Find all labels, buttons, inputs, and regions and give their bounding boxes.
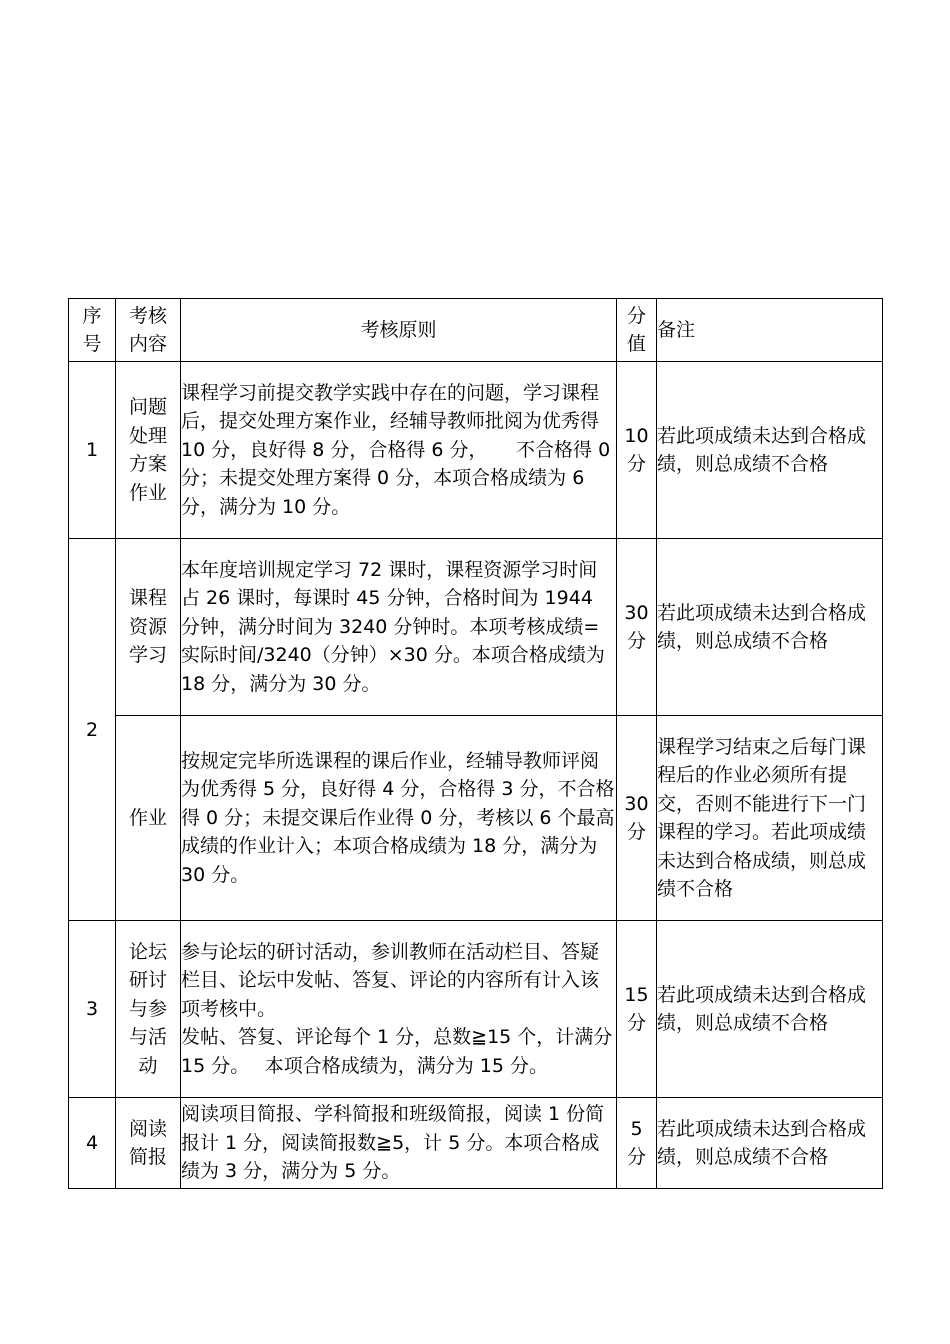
rule-paragraph: 发帖、答复、评论每个 1 分，总数≧15 个，计满分 15 分。 本项合格成绩为，满分为 15 分。 <box>181 1026 613 1077</box>
rule-paragraph: 参与论坛的研讨活动，参训教师在活动栏目、答疑栏目、论坛中发帖、答复、评论的内容所有计入该项考核中。 <box>181 940 600 1020</box>
header-rule: 考核原则 <box>181 299 617 362</box>
table-header-row <box>69 299 883 362</box>
table-row <box>69 539 883 716</box>
row-rule: 按规定完毕所选课程的课后作业，经辅导教师评阅为优秀得 5 分，良好得 4 分，合格得 3 分，不合格得 0 分；未提交课后作业得 0 分，考核以 6 个最高成绩的作业计入；本项合格成绩为 18 分，满分为 30 分。 <box>181 716 617 921</box>
row-rule: 阅读项目简报、学科简报和班级简报，阅读 1 份简报计 1 分，阅读简报数≧5，计 5 分。本项合格成绩为 3 分，满分为 5 分。 <box>181 1098 617 1189</box>
row-note: 若此项成绩未达到合格成绩，则总成绩不合格 <box>657 1098 883 1189</box>
header-note: 备注 <box>657 299 883 362</box>
row-item: 论坛 研讨 与参 与活 动 <box>116 921 181 1098</box>
row-index: 2 <box>69 539 116 921</box>
row-item: 阅读 简报 <box>116 1098 181 1189</box>
row-rule: 本年度培训规定学习 72 课时，课程资源学习时间占 26 课时，每课时 45 分钟，合格时间为 1944 分钟，满分时间为 3240 分钟时。本项考核成绩=实际时间/3240（分钟）×30 分。本项合格成绩为 18 分，满分为 30 分。 <box>181 539 617 716</box>
row-index: 3 <box>69 921 116 1098</box>
row-note: 课程学习结束之后每门课程后的作业必须所有提交，否则不能进行下一门课程的学习。若此项成绩未达到合格成绩，则总成绩不合格 <box>657 716 883 921</box>
table-row <box>69 362 883 539</box>
row-rule <box>181 921 617 1098</box>
assessment-table <box>68 298 883 1189</box>
row-score: 10 分 <box>617 362 657 539</box>
row-item: 作业 <box>116 716 181 921</box>
header-index: 序 号 <box>69 299 116 362</box>
row-item: 问题 处理 方案 作业 <box>116 362 181 539</box>
row-note: 若此项成绩未达到合格成绩，则总成绩不合格 <box>657 921 883 1098</box>
row-index: 1 <box>69 362 116 539</box>
header-item: 考核 内容 <box>116 299 181 362</box>
table-row <box>69 921 883 1098</box>
table-row <box>69 716 883 921</box>
header-score: 分 值 <box>617 299 657 362</box>
row-score: 15 分 <box>617 921 657 1098</box>
row-index: 4 <box>69 1098 116 1189</box>
table-row <box>69 1098 883 1189</box>
row-score: 30 分 <box>617 716 657 921</box>
row-rule: 课程学习前提交教学实践中存在的问题，学习课程后，提交处理方案作业，经辅导教师批阅为优秀得 10 分，良好得 8 分，合格得 6 分， 不合格得 0 分；未提交处理方案得 0 分，本项合格成绩为 6 分，满分为 10 分。 <box>181 362 617 539</box>
row-item: 课程 资源 学习 <box>116 539 181 716</box>
row-score: 5 分 <box>617 1098 657 1189</box>
row-note: 若此项成绩未达到合格成绩，则总成绩不合格 <box>657 539 883 716</box>
row-note: 若此项成绩未达到合格成绩，则总成绩不合格 <box>657 362 883 539</box>
row-score: 30 分 <box>617 539 657 716</box>
